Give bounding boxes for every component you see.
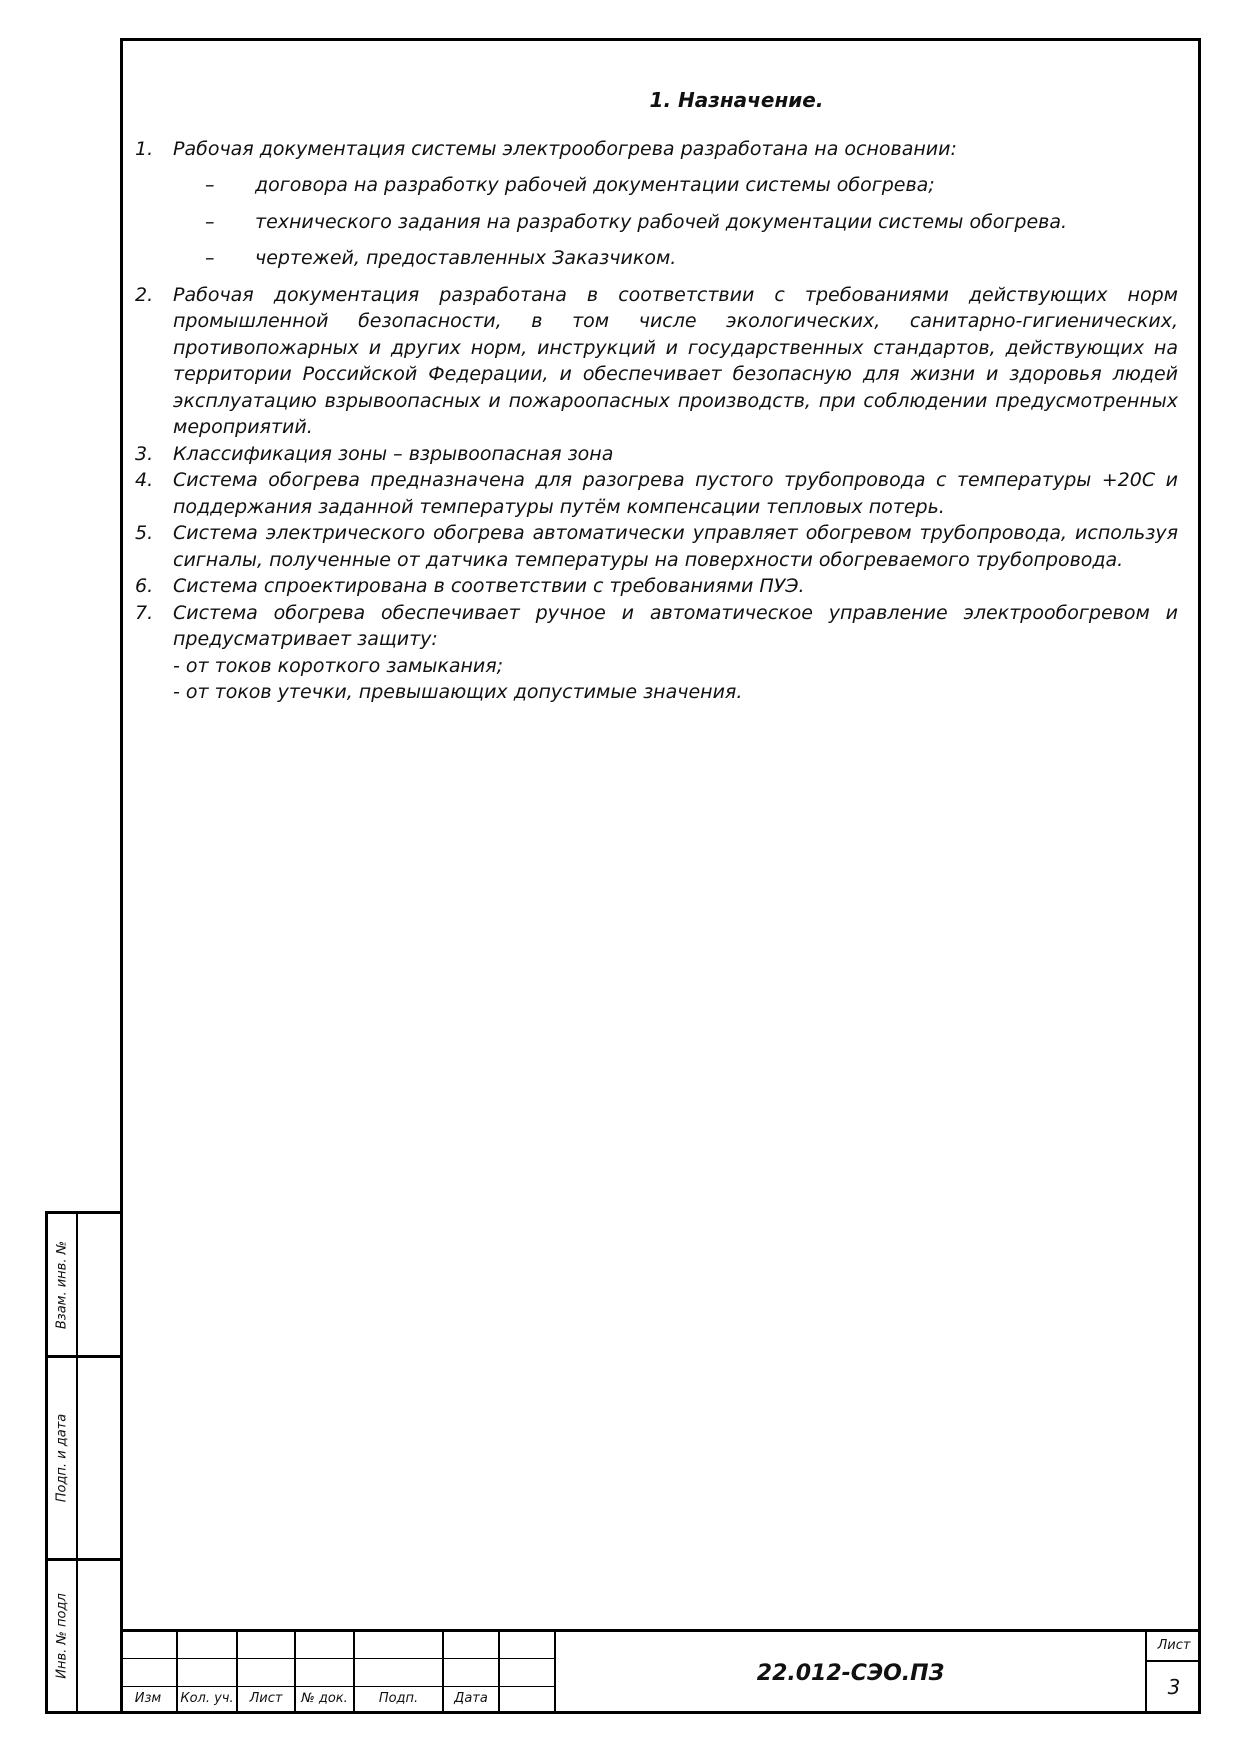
basis-sublist — [135, 172, 1178, 272]
item-text: Классификация зоны – взрывоопасная зона — [173, 442, 614, 465]
col-header: Изм — [134, 1691, 162, 1706]
sub-item — [135, 209, 1178, 236]
item-number: 3. — [135, 442, 154, 465]
item-text: Система спроектирована в соответствии с требованиями ПУЭ. — [173, 575, 805, 597]
col-header: Дата — [454, 1691, 488, 1706]
item-number: 6. — [135, 575, 154, 597]
protection-line: - от токов короткого замыкания; — [173, 654, 504, 677]
side-stamp-vzam — [45, 1211, 120, 1358]
side-label-podp: Подп. и дата — [54, 1413, 70, 1503]
sheet-number: 3 — [1167, 1675, 1181, 1699]
sub-item-text: технического задания на разработку рабочей документации системы обогрева. — [255, 210, 1068, 233]
list-item-2 — [135, 282, 1178, 441]
dash-bullet: – — [205, 247, 215, 269]
item-number: 5. — [135, 522, 154, 544]
list-item-4 — [135, 467, 1178, 520]
col-header: № док. — [301, 1691, 348, 1706]
item-number: 1. — [135, 137, 154, 160]
item-text: Система электрического обогрева автоматически управляет обогревом трубопровода, используя сигналы, полученные от датчика температуры на поверхности обогреваемого трубопровода. — [173, 522, 1178, 571]
document-code: 22.012-СЭО.ПЗ — [756, 1660, 945, 1686]
side-label-inv: Инв. № подл — [54, 1593, 70, 1679]
item-text: Рабочая документация разработана в соответствии с требованиями действующих норм промышленной безопасности, в том числе экологических, санитарно-гигиенических, противопожарных и других норм, инструкций и государственных стандартов, действующих на территории Российской Федерации, и обеспечивает безопасную для жизни и здоровья людей эксплуатацию взрывоопасных и пожароопасных производств, при соблюдении предусмотренных мероприятий. — [173, 283, 1178, 438]
sub-item — [135, 245, 1178, 272]
dash-bullet: – — [205, 210, 215, 233]
side-stamp-podp — [45, 1355, 120, 1561]
sub-item-text: чертежей, предоставленных Заказчиком. — [255, 247, 677, 269]
section-title: 1. Назначение. — [649, 88, 824, 112]
sub-item — [135, 172, 1178, 199]
list-item-7 — [135, 600, 1178, 653]
list-item-5 — [135, 520, 1178, 573]
col-header: Лист — [249, 1691, 283, 1706]
item-number: 4. — [135, 469, 154, 491]
dash-bullet: – — [205, 174, 215, 196]
title-block — [120, 1629, 1201, 1714]
side-label-vzam: Взам. инв. № — [54, 1240, 70, 1329]
list-item-6 — [135, 573, 1178, 600]
sheet-label: Лист — [1147, 1632, 1201, 1662]
side-stamp-inv — [45, 1558, 120, 1714]
list-item-3 — [135, 441, 1178, 468]
protection-line: - от токов утечки, превышающих допустимые значения. — [173, 681, 743, 703]
item-text: Рабочая документация системы электрообогрева разработана на основании: — [173, 137, 957, 160]
item-text: Система обогрева предназначена для разогрева пустого трубопровода с температуры +20С и поддержания заданной температуры путём компенсации тепловых потерь. — [173, 469, 1178, 518]
sheet-box — [1145, 1632, 1201, 1714]
item-text: Система обогрева обеспечивает ручное и автоматическое управление электрообогревом и предусматривает защиту: — [173, 601, 1178, 650]
item-number: 7. — [135, 601, 154, 624]
col-header: Подп. — [378, 1691, 419, 1706]
list-item-1 — [135, 136, 1178, 163]
col-header: Кол. уч. — [180, 1691, 234, 1706]
drawing-frame — [120, 38, 1201, 1714]
document-body — [123, 41, 1198, 706]
item-number: 2. — [135, 283, 154, 306]
sub-item-text: договора на разработку рабочей документации системы обогрева; — [255, 174, 935, 196]
